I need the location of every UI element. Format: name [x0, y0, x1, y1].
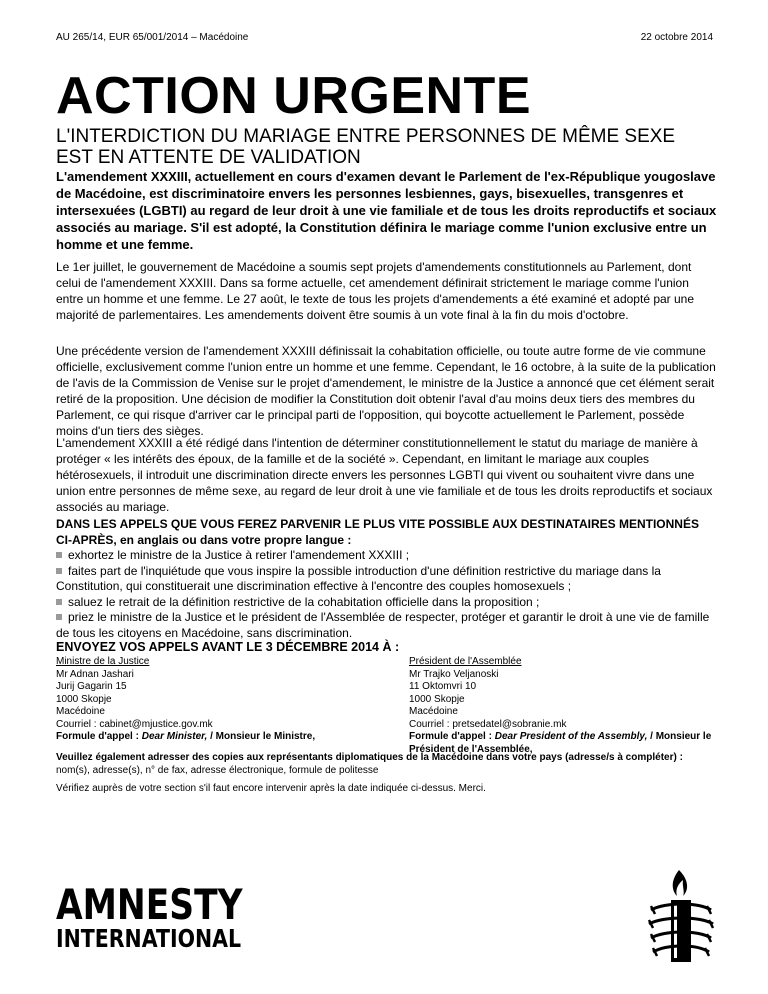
appeal-bullet-text: saluez le retrait de la définition restrictive de la cohabitation officielle dans la proposition ; [68, 594, 540, 609]
recipient-city: 1000 Skopje [409, 693, 465, 705]
appeal-bullet [56, 595, 718, 611]
salutation-french: / Monsieur le Président de l'Assemblée, [409, 731, 712, 755]
salutation-english: Dear President of the Assembly, [494, 731, 648, 742]
body-paragraph-1: Le 1er juillet, le gouvernement de Macédoine a soumis sept projets d'amendements constitutionnels au Parlement, dont celui de l'amendement XXXIII. Dans sa forme actuelle, cet amendement définirait strictement le mariage comme l'union entre un homme et une femme. Le 27 août, le texte de tous les projets d'amendements a été examiné et adopté par une majorité de parlementaires. Les amendements doivent être soumis à un vote final à la fin du mois d'octobre. [56, 260, 695, 322]
copies-details: nom(s), adresse(s), n° de fax, adresse électronique, formule de politesse [56, 764, 379, 776]
appeal-bullet [56, 564, 718, 595]
recipient-country: Macédoine [409, 706, 458, 717]
square-bullet-icon [56, 614, 62, 620]
logo-line-1: AMNESTY [56, 880, 243, 929]
recipient-assembly-president [409, 656, 719, 756]
appeal-bullet-text: priez le ministre de la Justice et le président de l'Assemblée de respecter, protéger et garantir le droit à une vie de famille de tous les citoyens en Macédoine, sans discrimination. [56, 610, 710, 640]
recipient-office: Président de l'Assemblée [409, 656, 522, 667]
recipient-name: Mr Trajko Veljanoski [409, 668, 499, 680]
amnesty-logo [56, 880, 283, 953]
page-subtitle: L'INTERDICTION DU MARIAGE ENTRE PERSONNES DE MÊME SEXE EST EN ATTENTE DE VALIDATION [56, 126, 676, 168]
verify-note: Vérifiez auprès de votre section s'il faut encore intervenir après la date indiquée ci-dessus. Merci. [56, 783, 486, 794]
recipient-justice-minister [56, 656, 356, 744]
send-appeals-heading: ENVOYEZ VOS APPELS AVANT LE 3 DÉCEMBRE 2014 À : [56, 640, 400, 654]
body-paragraph-2: Une précédente version de l'amendement XXXIII définissait la cohabitation officielle, ou toute autre forme de vie commune officielle, exclusivement comme l'union entre un homme et une femme. Cependant, le 16 octobre, à la suite de la publication de l'avis de la Commission de Venise sur le projet d'amendement, le ministre de la Justice a annoncé que cet élément serait retiré de la proposition. Une décision de modifier la Constitution doit obtenir l'aval d'au moins deux tiers des membres du Parlement, ce qui risque d'arriver car le principal parti de l'opposition, qui boycotte actuellement le Parlement, possède moins d'un tiers des sièges. [56, 344, 716, 438]
candle-barbed-wire-icon [645, 866, 717, 966]
appeal-bullet-text: exhortez le ministre de la Justice à retirer l'amendement XXXIII ; [68, 548, 410, 562]
salutation-english: Dear Minister, [141, 731, 208, 742]
body-paragraph-3: L'amendement XXXIII a été rédigé dans l'intention de déterminer constitutionnellement le statut du mariage de manière à protéger « les intérêts des époux, de la famille et de la société ». Cependant, en limitant le mariage aux couples hétérosexuels, il introduit une discrimination directe envers les personnes LGBTI qui vivent ou souhaitent vivre dans une union entre personnes de même sexe, au regard de leur droit à une vie familiale et de tous les droits reproductifs et sociaux associés au mariage. [56, 436, 713, 514]
square-bullet-icon [56, 568, 62, 574]
salutation-french: / Monsieur le Ministre, [207, 731, 316, 742]
salutation-prefix: Formule d'appel : [56, 731, 142, 742]
recipient-salutation [56, 731, 356, 744]
recipient-street: 11 Oktomvri 10 [409, 681, 477, 692]
appeals-heading: DANS LES APPELS QUE VOUS FEREZ PARVENIR LE PLUS VITE POSSIBLE AUX DESTINATAIRES MENTIONNÉS CI-APRÈS, en anglais ou dans votre propre langue : [56, 517, 699, 547]
page-title: ACTION URGENTE [56, 67, 531, 125]
copies-heading: Veuillez également adresser des copies aux représentants diplomatiques de la Macédoine dans votre pays (adresse/s à compléter) : [56, 752, 683, 763]
copies-note [56, 752, 718, 777]
recipient-city: 1000 Skopje [56, 693, 112, 705]
appeal-bullet [56, 610, 718, 641]
recipient-country: Macédoine [56, 706, 105, 717]
recipient-office: Ministre de la Justice [56, 656, 150, 667]
document-reference: AU 265/14, EUR 65/001/2014 – Macédoine [56, 32, 249, 43]
appeal-bullet-text: faites part de l'inquiétude que vous inspire la possible introduction d'une définition restrictive du mariage dans la Constitution, qui constituerait une discrimination effective à l'encontre des couples homosexuels ; [56, 563, 661, 593]
lead-paragraph: L'amendement XXXIII, actuellement en cours d'examen devant le Parlement de l'ex-République yougoslave de Macédoine, est discriminatoire envers les personnes lesbiennes, gays, bisexuelles, transgenres et intersexuées (LGBTI) au regard de leur droit à une vie familiale et de tous les droits reproductifs et sociaux associés au mariage. S'il est adopté, la Constitution définira le mariage comme l'union exclusive entre un homme et une femme. [56, 169, 717, 252]
square-bullet-icon [56, 552, 62, 558]
square-bullet-icon [56, 599, 62, 605]
recipient-street: Jurij Gagarin 15 [56, 681, 127, 692]
recipient-email: Courriel : cabinet@mjustice.gov.mk [56, 718, 213, 730]
appeal-bullet [56, 548, 718, 564]
appeals-section [56, 517, 718, 641]
logo-line-2: INTERNATIONAL [56, 924, 242, 953]
recipient-name: Mr Adnan Jashari [56, 668, 134, 680]
recipient-email: Courriel : pretsedatel@sobranie.mk [409, 718, 567, 730]
document-date: 22 octobre 2014 [640, 32, 713, 43]
salutation-prefix: Formule d'appel : [409, 731, 495, 742]
